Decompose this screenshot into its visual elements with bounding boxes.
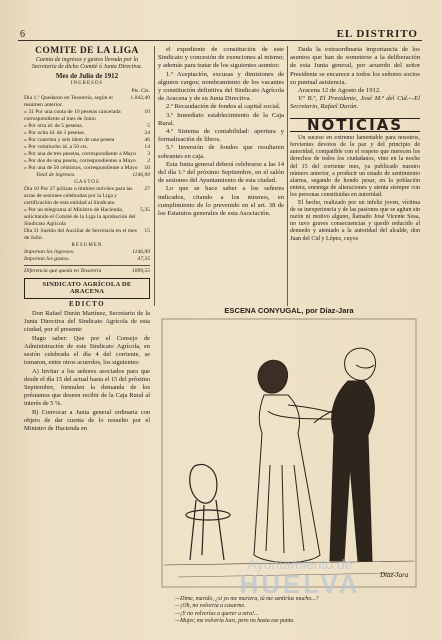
sindicato-heading: SINDICATO AGRÍCOLA DE ARACENA (24, 278, 150, 299)
junta-paragraph: Esta Junta general deberá celebrarse a las 14 del día 1.º del próximo Septiembre, en el salón de sesiones del Ayuntamiento de esta ciudad. (158, 160, 284, 185)
ingreso-text: » Por ocho id. de 3 pesetas. (24, 129, 86, 136)
ingreso-row (24, 109, 150, 123)
ingreso-text: » 31 Por una cuota de 10 pesetas cancelada correspondiente al mes de Junio (24, 108, 121, 122)
noticias-heading: NOTICIAS (290, 118, 420, 132)
ingreso-amount: 1.042,40 (130, 94, 150, 101)
column-divider-1 (154, 46, 155, 306)
column-1 (24, 46, 150, 433)
agenda-list (158, 71, 284, 161)
gasto-text: Día 10 Por 27 pólizas o timbres móviles para las actas de sesiones celebradas por la Liga y certificación de esta entidad al Sindicato (24, 185, 133, 206)
ingreso-row (24, 144, 150, 151)
ingreso-text: » Por dos de una peseta, correspondientes a Mayo (24, 157, 136, 164)
ingreso-text: » Por una de tres pesetas, correspondiente a Mayo (24, 150, 136, 157)
ingreso-row (24, 130, 150, 137)
signature-line: V.º B.º, El Presidente, José M.ª del Cid.—El Secretario, Rafael Durán. (290, 95, 420, 111)
edicto-paragraph-2: Hago saber: Que por el Consejo de Administración de este Sindicato Agrícola, en sesión celebrada el día 4 del corriente, se tomaron, entre otros acuerdos, los siguientes: (24, 334, 150, 367)
agenda-item: 4.º Sistema de contabilidad: apertura y formalización de libros. (158, 128, 284, 144)
journal-name: EL DISTRITO (336, 28, 418, 40)
agenda-item: 3.º Inmediato establecimiento de la Caja Rural. (158, 111, 284, 127)
caption-line: —Mujer, me volvería loco, pero no hasta ese punto. (175, 618, 295, 625)
caption-line: —¡Oh, no volveria a casarme. (175, 603, 246, 610)
liga-subtitle: Cuenta de ingresos y gastos llevada por la Secretaria de dicho Comité ó Junta Directiva. (31, 57, 143, 70)
ingreso-row (24, 123, 150, 130)
agenda-item: 2.º Recaudación de fondos al capital social. (166, 103, 281, 111)
ingreso-row (24, 165, 150, 172)
floor-line (164, 561, 414, 565)
liga-title: COMITE DE LA LIGA (35, 46, 139, 56)
floor-line (178, 573, 398, 577)
column-2 (158, 46, 284, 218)
asistencia-paragraph: Dada la extraordinaria importancia de los asuntos que han de someterse a la deliberación de esta Junta general, por acuerdo del señor Presidente se encarece a todos los señores socios su puntual asistencia. (290, 46, 420, 86)
gasto-row (24, 186, 150, 207)
ingreso-amount: 5 (147, 122, 150, 129)
ingresos-list (24, 95, 150, 172)
edicto-paragraph-4: B) Convocar a Junta general ordinaria con objeto de dar cuenta de lo resuelto por el Ministro de Hacienda en (24, 408, 150, 432)
month-heading: Mes de Julio de 1912 (55, 72, 119, 80)
agenda-item: 1.º Aceptación, excusas y dimisiones de algunos cargos; nombramiento de los vacantes y constitución definitiva del Sindicato Agrícola de Aracena y de su Junta Directiva. (158, 70, 284, 103)
gasto-amount: 15 (144, 227, 150, 234)
ingreso-text: » Por una de 50 céntimos, correspondiente a Mayo (24, 164, 138, 171)
ingreso-amount: 3 (147, 150, 150, 157)
cartoon-illustration (158, 315, 420, 595)
chair-drawing (186, 465, 230, 561)
gasto-text: » Por un telegrama al Ministro de Hacienda, solicitando el Comité de la Liga la aprobación del Sindicato Agrícola (24, 206, 136, 227)
noticias-paragraph-2: El hecho, realizado por un infeliz joven, víctima de su inexperiencia y de las pasiones que se agitan sin razón ni motivo alguno, llamado José Vicente Sosa, no tuvo graves consecuencias y quedó reducido al denuedo y atentado a la autoridad del alcalde, don Juan del Cid y López, cuyos (290, 199, 420, 242)
man-figure (314, 348, 376, 561)
edicto-heading: EDICTO (69, 299, 105, 308)
ingreso-row (24, 137, 150, 144)
ingreso-row (24, 158, 150, 165)
gasto-row (24, 207, 150, 228)
citacion-paragraph: Lo que se hace saber a los señores indicados, citando a los mismos, en cumplimiento de lo prevenido en el art. 38 de los Estatutos generales de esta Asociación. (158, 185, 284, 218)
ingreso-amount: 14 (144, 143, 150, 150)
expediente-paragraph: el expediente de constitución de este Sindicato y concesión de exenciones al mismo; y además para tratar de los siguientes asuntos: (158, 46, 284, 70)
column-divider-2 (287, 46, 288, 306)
cartoon-title: ESCENA CONYUGAL, por Díaz-Jara (224, 306, 354, 315)
gastos-label: GASTOS (74, 179, 100, 185)
date-line: Aracena 12 de Agosto de 1912. (298, 87, 381, 95)
resumen-label: RESUMEN (71, 242, 103, 248)
column-3 (290, 46, 420, 243)
ptas-cts-label: Pts. Cts. (131, 87, 150, 94)
resumen-gastos: Importan los gastos. 47,35 (24, 256, 150, 263)
cartoon-frame (162, 319, 416, 587)
ingreso-text: » Por otra id. de 5 pesetas. (24, 122, 84, 129)
noticias-paragraph-1: Un suceso en extremo lamentable para nosotros, fervientes devotos de la paz y del principio de autoridad, compatible con el respeto que merecen los derechos de todos los ciudadanos, vino en la noche del 15 del corriente mes, ya publicado nuestro número anterior, a producir un estado de sentimiento alarma, segando de hondo pesar, en la población entera, enemiga de alteraciones y atenta siempre con los personas constituidas en autoridad. (290, 134, 420, 199)
cartoon-caption (175, 596, 415, 626)
resumen-ingresos: Importan los ingresos. 1146,90 (24, 249, 150, 256)
artist-signature: Díaz-Jara (380, 571, 409, 579)
ingreso-row (24, 151, 150, 158)
watermark: Ayuntamiento de HUELVA (239, 556, 361, 599)
ingreso-amount: 46 (144, 136, 150, 143)
edicto-paragraph-1: Don Rafael Durán Martínez, Secretario de la Junta Directiva del Sindicato Agrícola de esta ciudad, por el presente (24, 310, 150, 334)
gasto-text: Día 31 Sueldo del Auxiliar de Secretaría en el mes de Julio. (24, 227, 137, 241)
header-rule (18, 40, 422, 41)
gasto-amount: 27 (144, 185, 150, 192)
diferencia: Diferencia que queda en Tesorería 1099,55 (24, 268, 150, 275)
gasto-row (24, 228, 150, 242)
ingreso-text: Dia 1.º Quedaron en Tesorería, según el resúmen anterior. (24, 94, 113, 108)
caption-line: —¡Y no volverías a querer a otra!... (175, 610, 259, 617)
ingreso-text: » Por veintiocho id. a 50 cts. (24, 143, 89, 150)
cartoon (158, 306, 420, 636)
ingreso-row (24, 95, 150, 109)
ingreso-text: » Por cuarenta y seis idem de una peseta (24, 136, 115, 143)
gastos-list (24, 186, 150, 242)
agenda-item: 5.º Inversión de fondos que resultaren sobrantes en caja. (158, 144, 284, 160)
ingreso-amount: 50 (144, 164, 150, 171)
caption-line: —Dime, marido, ¿si yo me muriera, tú me sentirías mucho...? (175, 596, 319, 602)
page-number: 6 (20, 29, 25, 40)
ingresos-label: INGRESOS (70, 81, 104, 87)
gasto-amount: 5,35 (140, 206, 150, 213)
ingreso-amount: 10 (144, 108, 150, 115)
total-ingresos: Total de ingresos. 1146,90 (36, 171, 150, 178)
woman-figure (254, 360, 340, 562)
ingreso-amount: 24 (144, 129, 150, 136)
ingreso-amount: 2 (147, 157, 150, 164)
edicto-paragraph-3: A) Invitar a los señores asociados para que desde el día 15 del actual hasta el 15 del próximo Septiembre, formulen la demanda de los préstamos que deseen recibir de la Caja Rural al interés de 5 %. (24, 367, 150, 408)
